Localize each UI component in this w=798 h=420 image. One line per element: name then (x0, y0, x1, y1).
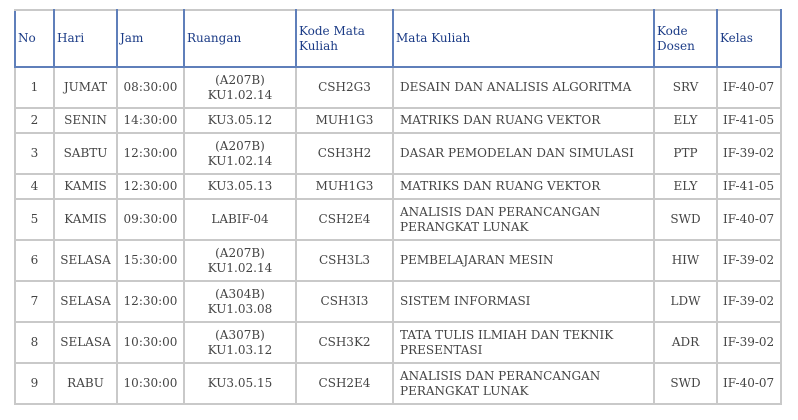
header-kode-dosen: Kode Dosen (654, 10, 717, 67)
cell-mata-kuliah: TATA TULIS ILMIAH DAN TEKNIK PRESENTASI (393, 322, 654, 363)
cell-mata-kuliah: DASAR PEMODELAN DAN SIMULASI (393, 133, 654, 174)
header-kode-mata-kuliah: Kode Mata Kuliah (296, 10, 393, 67)
cell-hari: KAMIS (54, 174, 117, 199)
ruangan-line: KU1.02.14 (207, 260, 273, 275)
cell-mata-kuliah: SISTEM INFORMASI (393, 281, 654, 322)
cell-jam: 15:30:00 (117, 240, 184, 281)
header-jam: Jam (117, 10, 184, 67)
cell-no: 3 (15, 133, 54, 174)
cell-kode-mata-kuliah: CSH3H2 (296, 133, 393, 174)
header-mata-kuliah: Mata Kuliah (393, 10, 654, 67)
schedule-table (14, 9, 782, 405)
cell-kelas: IF-39-02 (717, 281, 781, 322)
cell-jam: 08:30:00 (117, 67, 184, 108)
cell-ruangan (184, 240, 296, 281)
cell-ruangan (184, 322, 296, 363)
cell-no: 7 (15, 281, 54, 322)
header-no: No (15, 10, 54, 67)
cell-no: 1 (15, 67, 54, 108)
cell-hari: JUMAT (54, 67, 117, 108)
header-ruangan: Ruangan (184, 10, 296, 67)
ruangan-line: (A207B) (215, 138, 265, 153)
cell-no: 4 (15, 174, 54, 199)
cell-no: 5 (15, 199, 54, 240)
cell-mata-kuliah: ANALISIS DAN PERANCANGAN PERANGKAT LUNAK (393, 199, 654, 240)
cell-hari: SABTU (54, 133, 117, 174)
cell-kode-mata-kuliah: CSH3I3 (296, 281, 393, 322)
cell-kode-dosen: ELY (654, 108, 717, 133)
ruangan-line: (A207B) (215, 245, 265, 260)
cell-kode-mata-kuliah: CSH2E4 (296, 363, 393, 404)
cell-ruangan (184, 67, 296, 108)
table-row (15, 67, 781, 108)
cell-kode-dosen: SWD (654, 363, 717, 404)
cell-jam: 12:30:00 (117, 133, 184, 174)
table-row (15, 108, 781, 133)
cell-kelas: IF-39-02 (717, 240, 781, 281)
ruangan-line: KU3.05.12 (207, 113, 273, 127)
cell-kelas: IF-39-02 (717, 322, 781, 363)
cell-kelas: IF-41-05 (717, 108, 781, 133)
ruangan-line: (A304B) (215, 286, 265, 301)
cell-mata-kuliah: MATRIKS DAN RUANG VEKTOR (393, 174, 654, 199)
cell-kelas: IF-40-07 (717, 67, 781, 108)
cell-mata-kuliah: MATRIKS DAN RUANG VEKTOR (393, 108, 654, 133)
cell-kode-mata-kuliah: CSH2G3 (296, 67, 393, 108)
cell-jam: 12:30:00 (117, 281, 184, 322)
cell-jam: 12:30:00 (117, 174, 184, 199)
cell-hari: SELASA (54, 240, 117, 281)
ruangan-line: KU3.05.15 (207, 376, 273, 390)
cell-kode-dosen: ELY (654, 174, 717, 199)
table-header-row (15, 10, 781, 67)
cell-no: 9 (15, 363, 54, 404)
cell-jam: 10:30:00 (117, 322, 184, 363)
cell-kode-mata-kuliah: CSH2E4 (296, 199, 393, 240)
cell-kode-mata-kuliah: CSH3K2 (296, 322, 393, 363)
table-row (15, 199, 781, 240)
cell-jam: 14:30:00 (117, 108, 184, 133)
cell-kode-dosen: HIW (654, 240, 717, 281)
header-kelas: Kelas (717, 10, 781, 67)
cell-ruangan (184, 281, 296, 322)
ruangan-line: KU3.05.13 (207, 179, 273, 193)
cell-hari: KAMIS (54, 199, 117, 240)
cell-kode-mata-kuliah: CSH3L3 (296, 240, 393, 281)
cell-hari: RABU (54, 363, 117, 404)
cell-kode-dosen: PTP (654, 133, 717, 174)
cell-mata-kuliah: DESAIN DAN ANALISIS ALGORITMA (393, 67, 654, 108)
table-row (15, 133, 781, 174)
cell-ruangan (184, 199, 296, 240)
cell-ruangan (184, 133, 296, 174)
cell-mata-kuliah: PEMBELAJARAN MESIN (393, 240, 654, 281)
cell-ruangan (184, 363, 296, 404)
cell-kelas: IF-39-02 (717, 133, 781, 174)
cell-kelas: IF-40-07 (717, 199, 781, 240)
cell-no: 8 (15, 322, 54, 363)
cell-no: 2 (15, 108, 54, 133)
cell-kode-mata-kuliah: MUH1G3 (296, 108, 393, 133)
table-row (15, 281, 781, 322)
cell-kode-dosen: ADR (654, 322, 717, 363)
ruangan-line: KU1.03.08 (207, 301, 273, 316)
cell-hari: SENIN (54, 108, 117, 133)
header-hari: Hari (54, 10, 117, 67)
cell-jam: 10:30:00 (117, 363, 184, 404)
cell-jam: 09:30:00 (117, 199, 184, 240)
cell-mata-kuliah: ANALISIS DAN PERANCANGAN PERANGKAT LUNAK (393, 363, 654, 404)
table-row (15, 322, 781, 363)
cell-kelas: IF-40-07 (717, 363, 781, 404)
cell-kode-mata-kuliah: MUH1G3 (296, 174, 393, 199)
table-row (15, 174, 781, 199)
cell-ruangan (184, 174, 296, 199)
table-row (15, 363, 781, 404)
cell-no: 6 (15, 240, 54, 281)
cell-hari: SELASA (54, 281, 117, 322)
cell-kelas: IF-41-05 (717, 174, 781, 199)
cell-kode-dosen: SRV (654, 67, 717, 108)
ruangan-line: (A307B) (215, 327, 265, 342)
ruangan-line: KU1.03.12 (207, 342, 273, 357)
cell-kode-dosen: SWD (654, 199, 717, 240)
cell-hari: SELASA (54, 322, 117, 363)
ruangan-line: KU1.02.14 (207, 87, 273, 102)
cell-ruangan (184, 108, 296, 133)
ruangan-line: (A207B) (215, 72, 265, 87)
ruangan-line: KU1.02.14 (207, 153, 273, 168)
table-row (15, 240, 781, 281)
cell-kode-dosen: LDW (654, 281, 717, 322)
ruangan-line: LABIF-04 (211, 212, 269, 226)
